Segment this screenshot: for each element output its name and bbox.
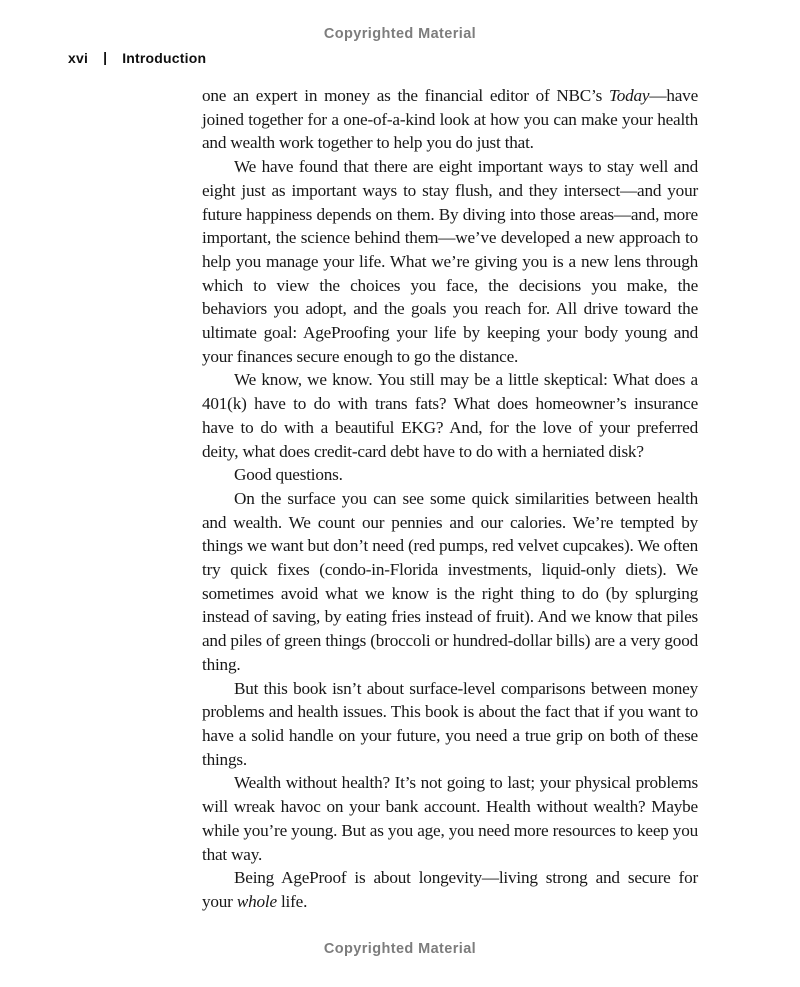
text-segment: But this book isn’t about surface-level comparisons between money problems and health issues. This book is about the fact that if you want to have a solid handle on your future, you need a true grip on both of these things. [202, 678, 698, 769]
italic-text: whole [236, 891, 277, 911]
paragraph [202, 155, 698, 368]
text-segment: one an expert in money as the financial editor of NBC’s [202, 86, 609, 105]
text-segment: —have joined together for a one-of-a-kind look at how you can make your health and wealth work together to help you do just that. [202, 86, 698, 153]
copyright-watermark-top: Copyrighted Material [323, 26, 477, 42]
paragraph [202, 487, 698, 677]
paragraph [202, 866, 698, 913]
paragraph [202, 368, 698, 463]
paragraph [202, 677, 698, 772]
running-head-divider: | [103, 49, 108, 65]
text-segment: Wealth without health? It’s not going to last; your physical problems will wreak havoc on your bank account. Health without wealth? Maybe while you’re young. But as you age, you need more resources to keep you that way. [202, 773, 698, 864]
running-head [68, 50, 206, 66]
text-segment: On the surface you can see some quick similarities between health and wealth. We count our pennies and our calories. We’re tempted by things we want but don’t need (red pumps, red velvet cupcakes). We often try quick fixes (condo-in-Florida investments, liquid-only diets). We sometimes avoid what we know is the right thing to do (by splurging instead of saving, by eating fries instead of fruit). And we know that piles and piles of green things (broccoli or hundred-dollar bills) are a very good thing. [202, 488, 698, 674]
page-number: xvi [68, 50, 89, 66]
text-segment: Good questions. [234, 465, 343, 485]
paragraph [202, 84, 698, 155]
section-title: Introduction [122, 50, 207, 66]
text-segment: Being AgeProof is about longevity—living strong and secure for your [202, 868, 698, 911]
text-segment: We know, we know. You still may be a little skeptical: What does a 401(k) have to do with trans fats? What does homeowner’s insurance have to do with a beautiful EKG? And, for the love of your preferred deity, what does credit-card debt have to do with a herniated disk? [202, 370, 698, 461]
italic-text: Today [608, 86, 650, 105]
paragraph [202, 771, 698, 866]
text-segment: We have found that there are eight important ways to stay well and eight just as important ways to stay flush, and they intersect—and your future happiness depends on them. By diving into those areas—and, more important, the science behind them—we’ve developed a new approach to help you manage your life. What we’re giving you is a new lens through which to view the choices you face, the decisions you make, the behaviors you adopt, and the goals you reach for. All drive toward the ultimate goal: AgeProofing your life by keeping your body young and your finances secure enough to go the distance. [202, 157, 698, 366]
text-segment: life. [276, 891, 308, 911]
body-text [202, 84, 698, 914]
paragraph [202, 463, 698, 487]
copyright-watermark-bottom: Copyrighted Material [323, 941, 477, 957]
